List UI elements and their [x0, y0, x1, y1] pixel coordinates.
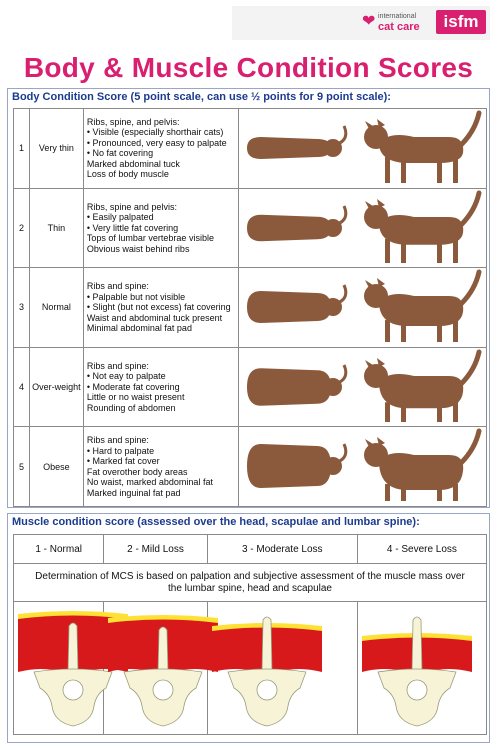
bcs-description: [83, 268, 238, 348]
bcs-description-line: Fat overother body areas: [86, 466, 188, 477]
isfm-logo: isfm: [436, 10, 486, 34]
bcs-score-label: Normal: [29, 268, 83, 348]
bcs-description-line: Marked abdominal tuck: [86, 158, 180, 169]
bcs-row: [14, 268, 487, 348]
bcs-description-line: • Hard to palpate: [86, 445, 155, 456]
bcs-description-line: Ribs, spine and pelvis:: [86, 201, 177, 212]
bcs-cat-illustration: [238, 427, 486, 507]
mcs-spine-diagram: [207, 602, 357, 735]
cat-silhouette-icon: [239, 427, 488, 506]
mcs-spine-diagram: [357, 602, 486, 735]
bcs-description-line: • Slight (but not excess) fat covering: [86, 302, 231, 313]
bcs-description-line: • Easily palpated: [86, 212, 154, 223]
bcs-cat-illustration: [238, 347, 486, 427]
spine-cross-section-icon: [208, 602, 326, 735]
cat-silhouette-icon: [239, 268, 488, 347]
bcs-description-line: Loss of body muscle: [86, 169, 169, 180]
bcs-description-line: • Moderate fat covering: [86, 381, 180, 392]
bcs-description-line: Ribs and spine:: [86, 435, 149, 446]
logo-big-text: cat care: [378, 21, 420, 33]
bcs-description-line: • Marked fat cover: [86, 456, 160, 467]
bcs-description-line: Ribs, spine, and pelvis:: [86, 116, 180, 127]
bcs-cat-illustration: [238, 109, 486, 189]
bcs-description-line: Minimal abdominal fat pad: [86, 323, 192, 334]
bcs-score-number: 4: [14, 347, 30, 427]
bcs-cat-illustration: [238, 188, 486, 268]
bcs-description-line: • Palpable but not visible: [86, 291, 186, 302]
mcs-note: Determination of MCS is based on palpation and subjective assessment of the muscle mass over the lumbar spine, head and scapulae: [14, 564, 487, 602]
bcs-cat-illustration: [238, 268, 486, 348]
icatcare-logo: [362, 11, 424, 37]
mcs-spine-diagram: [14, 602, 104, 735]
bcs-description-line: • Not eay to palpate: [86, 371, 166, 382]
bcs-score-label: Over-weight: [29, 347, 83, 427]
mcs-column-header: 1 - Normal: [14, 535, 104, 564]
bcs-score-label: Thin: [29, 188, 83, 268]
bcs-score-number: 2: [14, 188, 30, 268]
bcs-description-line: Ribs and spine:: [86, 281, 149, 292]
bcs-description: [83, 427, 238, 507]
bcs-description-line: Ribs and spine:: [86, 360, 149, 371]
bcs-score-number: 1: [14, 109, 30, 189]
bcs-description-line: Obvious waist behind ribs: [86, 243, 190, 254]
spine-cross-section-icon: [104, 602, 222, 735]
bcs-description-line: No waist, marked abdominal fat: [86, 477, 213, 488]
mcs-section: [7, 513, 490, 743]
bcs-description-line: • Visible (especially shorthair cats): [86, 127, 224, 138]
bcs-description-line: • No fat covering: [86, 148, 154, 159]
heart-logo-icon: ❤: [362, 13, 376, 30]
bcs-score-label: Very thin: [29, 109, 83, 189]
bcs-heading: Body Condition Score (5 point scale, can use ½ points for 9 point scale):: [12, 91, 391, 103]
bcs-description-line: Waist and abdominal tuck present: [86, 312, 223, 323]
bcs-description-line: Little or no waist present: [86, 392, 185, 403]
bcs-row: [14, 109, 487, 189]
mcs-column-header: 4 - Severe Loss: [357, 535, 486, 564]
bcs-row: [14, 188, 487, 268]
cat-silhouette-icon: [239, 189, 488, 268]
bcs-score-number: 3: [14, 268, 30, 348]
mcs-column-header: 2 - Mild Loss: [104, 535, 207, 564]
bcs-description-line: • Very little fat covering: [86, 222, 179, 233]
bcs-description: [83, 347, 238, 427]
bcs-description: [83, 188, 238, 268]
bcs-description-line: Rounding of abdomen: [86, 402, 176, 413]
bcs-score-label: Obese: [29, 427, 83, 507]
bcs-table: [13, 108, 487, 507]
bcs-row: [14, 347, 487, 427]
bcs-description-line: Marked inguinal fat pad: [86, 487, 181, 498]
page-title: Body & Muscle Condition Scores: [23, 52, 474, 83]
bcs-description-line: Tops of lumbar vertebrae visible: [86, 233, 214, 244]
bcs-score-number: 5: [14, 427, 30, 507]
cat-silhouette-icon: [239, 348, 488, 427]
mcs-column-header: 3 - Moderate Loss: [207, 535, 357, 564]
bcs-description-line: • Pronounced, very easy to palpate: [86, 137, 227, 148]
mcs-spine-diagram: [104, 602, 207, 735]
bcs-description: [83, 109, 238, 189]
mcs-heading: Muscle condition score (assessed over the head, scapulae and lumbar spine):: [12, 516, 420, 528]
mcs-table: [13, 534, 487, 735]
cat-silhouette-icon: [239, 109, 488, 188]
bcs-section: [7, 88, 490, 508]
bcs-row: [14, 427, 487, 507]
logo-small-text: international: [378, 13, 417, 20]
spine-cross-section-icon: [358, 602, 476, 735]
